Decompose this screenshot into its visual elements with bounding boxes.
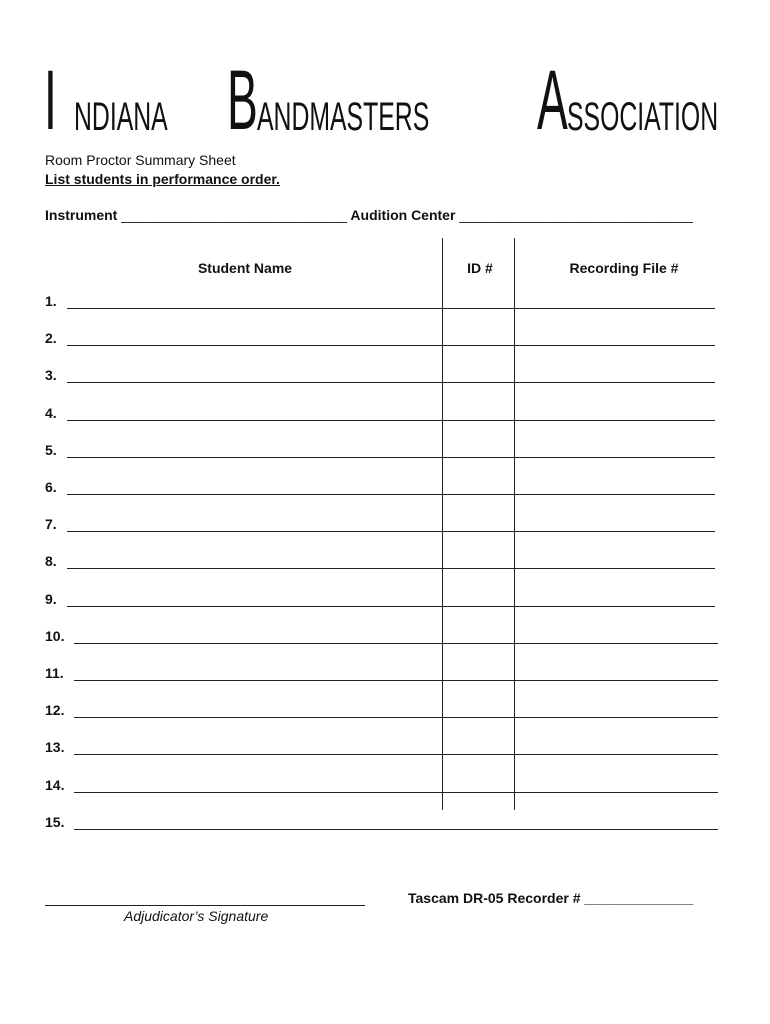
column-divider-left [442,238,443,810]
recorder-label: Tascam DR-05 Recorder # [408,890,581,906]
title-initial: B [227,53,258,147]
id-line[interactable] [443,680,514,681]
title-word [536,53,770,147]
recording-file-line[interactable] [515,792,718,793]
signature-line[interactable] [45,905,365,906]
student-name-line[interactable] [74,754,442,755]
student-name-line[interactable] [67,420,442,421]
instrument-audition-row [45,207,693,223]
student-name-line[interactable] [67,568,442,569]
id-line[interactable] [443,308,514,309]
signature-caption: Adjudicator’s Signature [124,908,269,924]
title-initial: A [536,53,568,147]
recording-file-line[interactable] [515,531,715,532]
recording-file-line[interactable] [515,382,715,383]
row-number: 5. [45,441,57,458]
row-number: 11. [45,665,64,681]
instrument-blank[interactable]: _____________________________ [121,207,348,223]
recording-file-line[interactable] [515,568,715,569]
recording-file-line[interactable] [515,606,715,607]
student-name-line[interactable] [74,717,442,718]
row-number: 3. [45,367,57,384]
recording-file-line[interactable] [515,680,718,681]
student-name-line[interactable] [67,606,442,607]
row-number: 6. [45,479,57,495]
recording-file-line[interactable] [515,308,715,309]
row-number: 10. [45,627,65,644]
row-number: 15. [45,813,65,830]
recording-file-line[interactable] [515,494,715,495]
id-line[interactable] [443,420,514,421]
recording-file-line[interactable] [515,457,715,458]
id-line[interactable] [443,606,514,607]
recording-file-line[interactable] [515,643,718,644]
id-line[interactable] [443,754,514,755]
student-name-line[interactable] [67,345,442,346]
student-name-line[interactable] [67,531,442,532]
id-line[interactable] [443,457,514,458]
association-title [44,53,770,147]
title-word [44,53,225,147]
student-name-line[interactable] [74,792,442,793]
column-header-student-name: Student Name [197,260,293,276]
audition-center-blank[interactable]: ______________________________ [459,207,693,223]
student-name-line[interactable] [74,680,442,681]
student-name-line[interactable] [74,829,718,830]
recording-file-line[interactable] [515,345,715,346]
recording-file-line[interactable] [515,717,718,718]
recorder-blank[interactable]: ______________ [584,890,694,906]
student-name-line[interactable] [67,308,442,309]
id-line[interactable] [443,792,514,793]
audition-center-label: Audition Center [350,207,456,223]
sheet-instruction: List students in performance order. [45,171,280,187]
recorder-field [408,890,693,906]
row-number: 7. [45,516,57,533]
recording-file-line[interactable] [515,754,718,755]
row-number: 4. [45,404,57,421]
row-number: 14. [45,776,65,793]
id-line[interactable] [443,643,514,644]
row-number: 13. [45,739,65,756]
student-name-line[interactable] [67,457,442,458]
id-line[interactable] [443,531,514,532]
row-number: 9. [45,590,57,607]
title-word [227,53,535,147]
student-name-line[interactable] [74,643,442,644]
id-line[interactable] [443,568,514,569]
row-number: 1. [45,293,57,309]
id-line[interactable] [443,382,514,383]
id-line[interactable] [443,494,514,495]
row-number: 8. [45,553,57,570]
title-rest: NDIANA [74,95,168,139]
title-rest: SSOCIATION [566,95,719,139]
title-initial: I [44,53,57,147]
student-name-line[interactable] [67,494,442,495]
column-header-id: ID # [467,260,493,276]
column-divider-right [514,238,515,810]
sheet-subtitle: Room Proctor Summary Sheet [45,152,236,168]
row-number: 12. [45,702,65,719]
title-rest: ANDMASTERS [257,95,430,139]
column-header-recording-file: Recording File # [569,260,679,276]
id-line[interactable] [443,717,514,718]
recording-file-line[interactable] [515,420,715,421]
instrument-label: Instrument [45,207,118,223]
row-number: 2. [45,330,57,347]
student-name-line[interactable] [67,382,442,383]
id-line[interactable] [443,345,514,346]
